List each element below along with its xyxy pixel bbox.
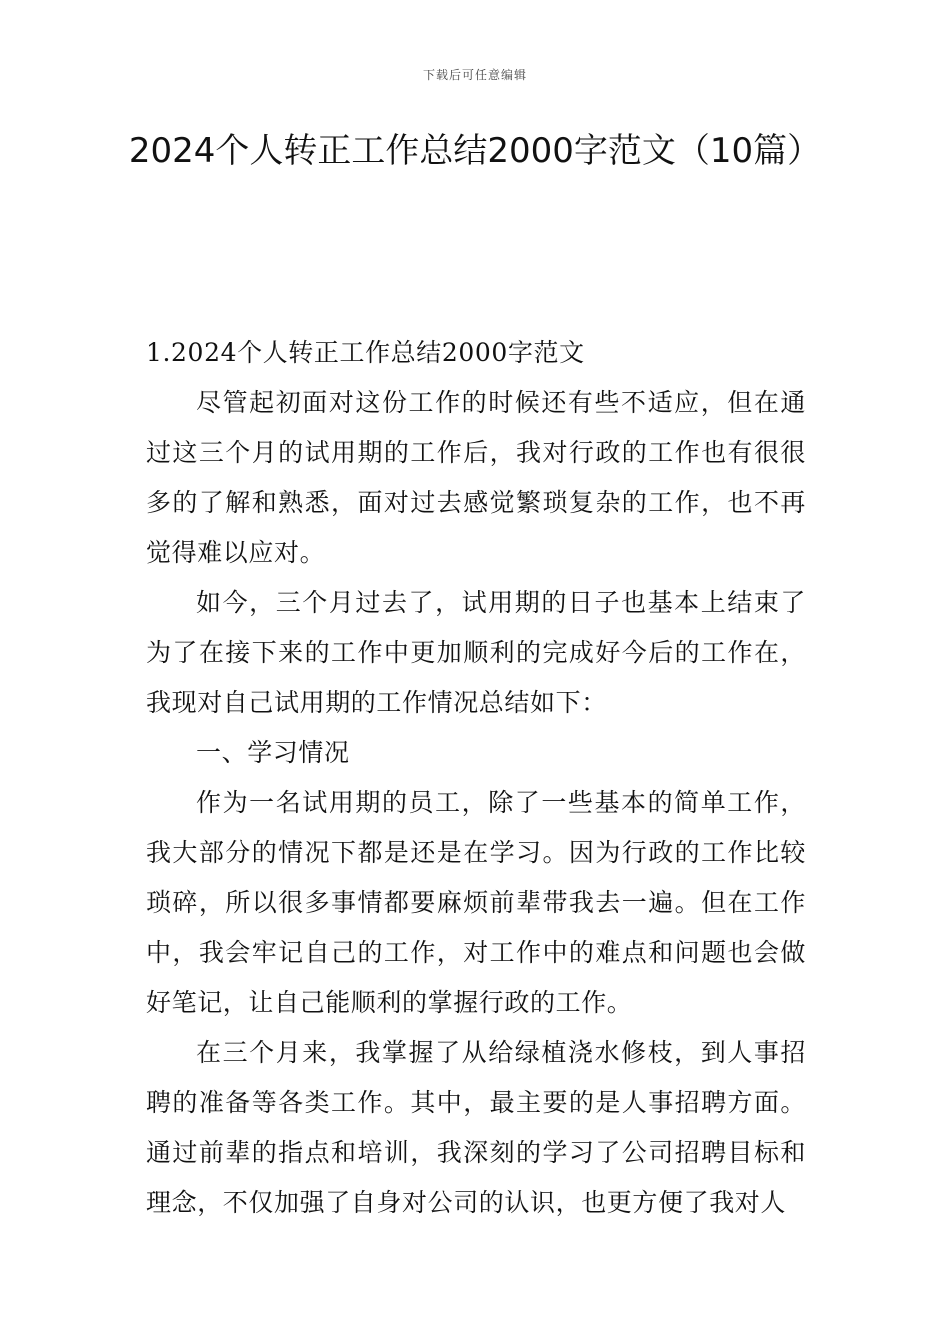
- paragraph-1: 尽管起初面对这份工作的时候还有些不适应，但在通过这三个月的试用期的工作后，我对行政的工作也有很很多的了解和熟悉，面对过去感觉繁琐复杂的工作，也不再觉得难以应对。: [146, 388, 806, 567]
- paragraph-2: 如今，三个月过去了，试用期的日子也基本上结束了为了在接下来的工作中更加顺利的完成好今后的工作在，我现对自己试用期的工作情况总结如下：: [146, 588, 806, 717]
- document-title: 2024个人转正工作总结2000字范文（10篇）: [128, 131, 822, 171]
- section-heading: 1.2024个人转正工作总结2000字范文: [146, 338, 585, 367]
- subheading-study: 一、学习情况: [196, 738, 350, 767]
- document-body: [146, 328, 806, 1228]
- paragraph-4: 在三个月来，我掌握了从给绿植浇水修枝，到人事招聘的准备等各类工作。其中，最主要的是人事招聘方面。通过前辈的指点和培训，我深刻的学习了公司招聘目标和理念，不仅加强了自身对公司的认识，也更方便了我对人: [146, 1038, 806, 1217]
- paragraph-3: 作为一名试用期的员工，除了一些基本的简单工作，我大部分的情况下都是还是在学习。因为行政的工作比较琐碎，所以很多事情都要麻烦前辈带我去一遍。但在工作中，我会牢记自己的工作，对工作中的难点和问题也会做好笔记，让自己能顺利的掌握行政的工作。: [146, 788, 806, 1017]
- header-note: 下载后可任意编辑: [422, 68, 527, 82]
